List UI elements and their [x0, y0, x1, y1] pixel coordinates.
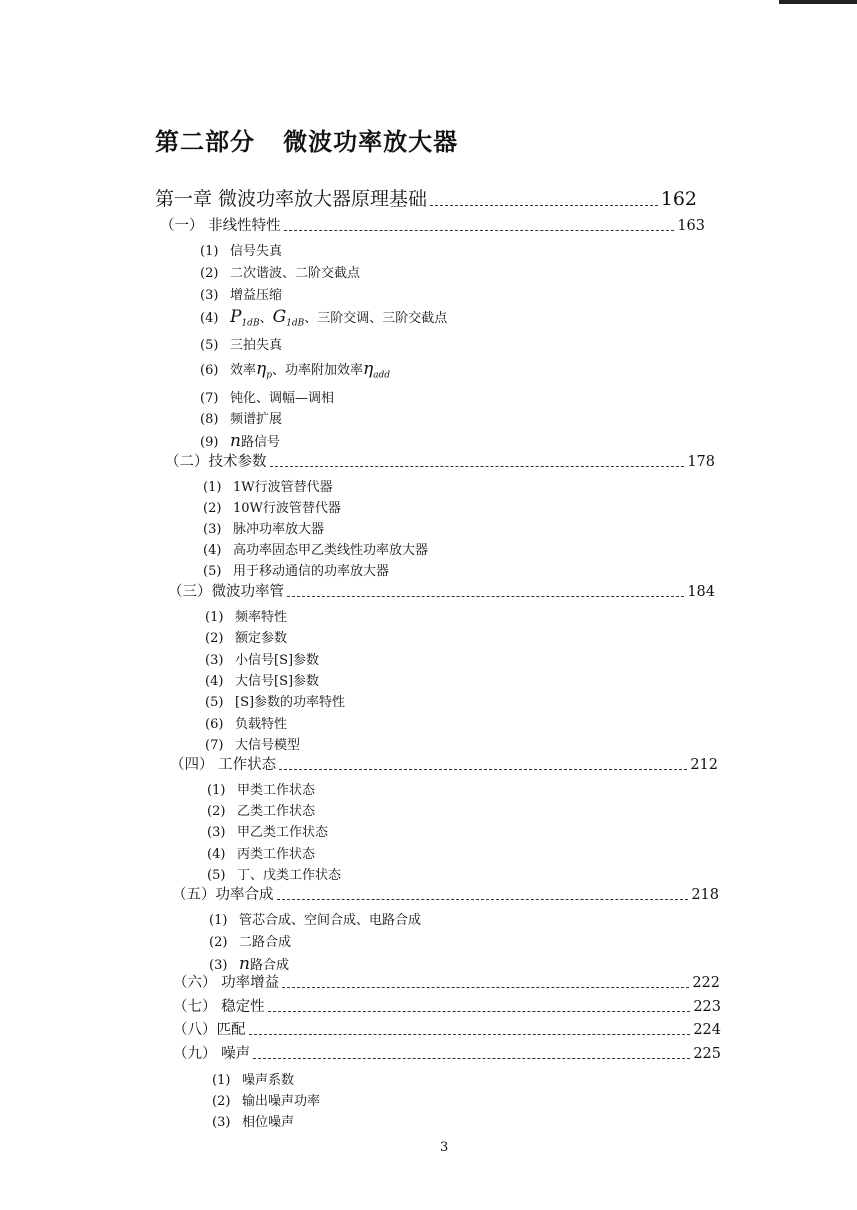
section-label: （四） 工作状态: [170, 757, 277, 773]
toc-section-1[interactable]: [160, 216, 705, 236]
item-label: 信号失真: [230, 244, 283, 259]
section-label: （八）匹配: [173, 1022, 246, 1038]
dot-leader: [282, 987, 689, 988]
subscript: 1dB: [241, 318, 260, 329]
item-number: (1): [209, 913, 228, 928]
item-number: (1): [203, 480, 222, 495]
item-number: (4): [200, 311, 219, 326]
section-page: 223: [693, 999, 721, 1015]
item-label: 频率特性: [235, 610, 288, 625]
item-number: (3): [212, 1115, 231, 1130]
item-number: (3): [203, 522, 222, 537]
toc-item[interactable]: [203, 500, 341, 518]
item-number: (1): [205, 610, 224, 625]
item-label: [S]参数的功率特性: [235, 695, 346, 710]
toc-item[interactable]: [205, 630, 287, 648]
item-number: (1): [212, 1073, 231, 1088]
toc-section-6[interactable]: [173, 973, 720, 993]
part-title: 第二部分 微波功率放大器: [155, 128, 459, 156]
toc-item[interactable]: [209, 934, 291, 952]
item-label: 相位噪声: [242, 1115, 295, 1130]
item-label: 二路合成: [239, 935, 292, 950]
separator: 、: [259, 311, 273, 326]
item-label: 小信号[S]参数: [235, 653, 320, 668]
toc-item[interactable]: [200, 287, 282, 305]
dot-leader: [279, 769, 687, 770]
item-label: 、功率附加效率: [271, 363, 363, 378]
toc-item[interactable]: [212, 1072, 294, 1090]
toc-item[interactable]: [207, 803, 315, 821]
item-label: 噪声系数: [242, 1073, 295, 1088]
chapter-page: 162: [660, 188, 697, 210]
item-number: (3): [200, 288, 219, 303]
item-label: 增益压缩: [230, 288, 283, 303]
item-label: 高功率固态甲乙类线性功率放大器: [233, 543, 429, 558]
item-number: (2): [212, 1094, 231, 1109]
toc-item[interactable]: [203, 542, 428, 560]
item-number: (2): [200, 266, 219, 281]
item-label: 1W行波管替代器: [233, 480, 333, 495]
item-number: (2): [209, 935, 228, 950]
item-number: (4): [207, 847, 226, 862]
toc-item[interactable]: [200, 432, 280, 452]
symbol-eta: η: [362, 359, 374, 379]
section-label: （九） 噪声: [173, 1046, 251, 1062]
item-label: 三拍失真: [230, 338, 283, 353]
item-number: (8): [200, 412, 219, 427]
symbol-eta: η: [256, 359, 267, 379]
dot-leader: [284, 230, 675, 231]
item-label: 输出噪声功率: [242, 1094, 321, 1109]
section-label: （三）微波功率管: [168, 584, 284, 600]
toc-item[interactable]: [203, 479, 333, 497]
toc-section-5[interactable]: [172, 885, 719, 905]
item-label: 路信号: [240, 435, 280, 450]
item-label: 10W行波管替代器: [233, 501, 341, 516]
section-label: （六） 功率增益: [173, 975, 280, 991]
item-label: 丙类工作状态: [237, 847, 316, 862]
dot-leader: [270, 466, 685, 467]
dot-leader: [249, 1034, 691, 1035]
item-number: (4): [203, 543, 222, 558]
section-page: 224: [693, 1022, 721, 1038]
toc-item[interactable]: [207, 846, 315, 864]
toc-item[interactable]: [205, 673, 319, 691]
chapter-label: 第一章 微波功率放大器原理基础: [155, 188, 428, 210]
toc-item[interactable]: [200, 390, 334, 408]
item-label: 、三阶交调、三阶交截点: [304, 311, 448, 326]
item-number: (6): [200, 363, 219, 378]
item-number: (5): [200, 338, 219, 353]
subscript: add: [373, 370, 391, 381]
item-label: 路合成: [249, 958, 289, 973]
section-page: 218: [691, 887, 719, 903]
toc-section-8[interactable]: [173, 1020, 721, 1040]
toc-section-9[interactable]: [173, 1044, 721, 1064]
item-number: (2): [205, 631, 224, 646]
item-label: 效率: [230, 363, 257, 378]
toc-item[interactable]: [200, 337, 282, 355]
toc-item[interactable]: [205, 609, 287, 627]
toc-item[interactable]: [212, 1114, 294, 1132]
toc-item[interactable]: [203, 563, 389, 581]
item-label: 二次谐波、二阶交截点: [230, 266, 361, 281]
item-label: 额定参数: [235, 631, 288, 646]
item-label: 大信号[S]参数: [235, 674, 320, 689]
section-page: 184: [687, 584, 715, 600]
item-number: (3): [207, 825, 226, 840]
dot-leader: [253, 1058, 690, 1059]
toc-item[interactable]: [205, 716, 287, 734]
item-number: (5): [207, 868, 226, 883]
toc-item[interactable]: [203, 521, 324, 539]
section-page: 222: [692, 975, 720, 991]
toc-section-4[interactable]: [170, 755, 718, 775]
subscript: p: [266, 370, 272, 381]
item-label: 乙类工作状态: [237, 804, 316, 819]
dot-leader: [277, 899, 689, 900]
item-label: 脉冲功率放大器: [233, 522, 325, 537]
section-label: （一） 非线性特性: [160, 218, 281, 234]
toc-item[interactable]: [207, 824, 328, 842]
item-number: (2): [207, 804, 226, 819]
toc-item[interactable]: [200, 411, 282, 429]
item-number: (2): [203, 501, 222, 516]
item-label: 钝化、调幅—调相: [230, 391, 335, 406]
item-number: (4): [205, 674, 224, 689]
toc-section-7[interactable]: [173, 997, 721, 1017]
toc-item[interactable]: [200, 360, 390, 385]
section-label: （七） 稳定性: [173, 999, 265, 1015]
subscript: 1dB: [286, 318, 305, 329]
page-number: 3: [440, 1140, 449, 1155]
toc-item[interactable]: [200, 243, 282, 261]
item-label: 负载特性: [235, 717, 288, 732]
toc-item[interactable]: [209, 955, 289, 975]
item-number: (1): [200, 244, 219, 259]
toc-item[interactable]: [209, 912, 421, 930]
item-label: 频谱扩展: [230, 412, 283, 427]
dot-leader: [268, 1011, 691, 1012]
item-label: 用于移动通信的功率放大器: [233, 564, 390, 579]
symbol-n: n: [239, 954, 250, 974]
section-page: 163: [677, 218, 705, 234]
item-number: (5): [205, 695, 224, 710]
section-label: （二）技术参数: [165, 454, 267, 470]
section-page: 212: [690, 757, 718, 773]
item-label: 大信号模型: [235, 738, 301, 753]
item-number: (3): [209, 958, 228, 973]
item-number: (9): [200, 435, 219, 450]
section-label: （五）功率合成: [172, 887, 274, 903]
toc-item[interactable]: [200, 308, 447, 333]
toc-item[interactable]: [205, 737, 300, 755]
dot-leader: [430, 205, 658, 206]
item-number: (5): [203, 564, 222, 579]
section-page: 178: [687, 454, 715, 470]
symbol-g: G: [272, 307, 287, 327]
item-label: 管芯合成、空间合成、电路合成: [239, 913, 422, 928]
toc-item[interactable]: [212, 1093, 320, 1111]
symbol-n: n: [230, 431, 241, 451]
item-number: (7): [200, 391, 219, 406]
toc-section-3[interactable]: [168, 582, 715, 602]
scan-edge-mark: [779, 0, 857, 4]
item-number: (1): [207, 783, 226, 798]
toc-item[interactable]: [207, 782, 315, 800]
symbol-p: P: [230, 307, 242, 327]
item-label: 甲乙类工作状态: [237, 825, 329, 840]
toc-item[interactable]: [207, 867, 341, 885]
item-label: 甲类工作状态: [237, 783, 316, 798]
toc-item[interactable]: [205, 652, 319, 670]
item-number: (7): [205, 738, 224, 753]
item-number: (6): [205, 717, 224, 732]
item-label: 丁、戊类工作状态: [237, 868, 342, 883]
dot-leader: [287, 596, 684, 597]
toc-chapter-1[interactable]: [155, 187, 697, 211]
toc-item[interactable]: [205, 694, 345, 712]
section-page: 225: [693, 1046, 721, 1062]
item-number: (3): [205, 653, 224, 668]
toc-item[interactable]: [200, 265, 360, 283]
toc-section-2[interactable]: [165, 452, 715, 472]
